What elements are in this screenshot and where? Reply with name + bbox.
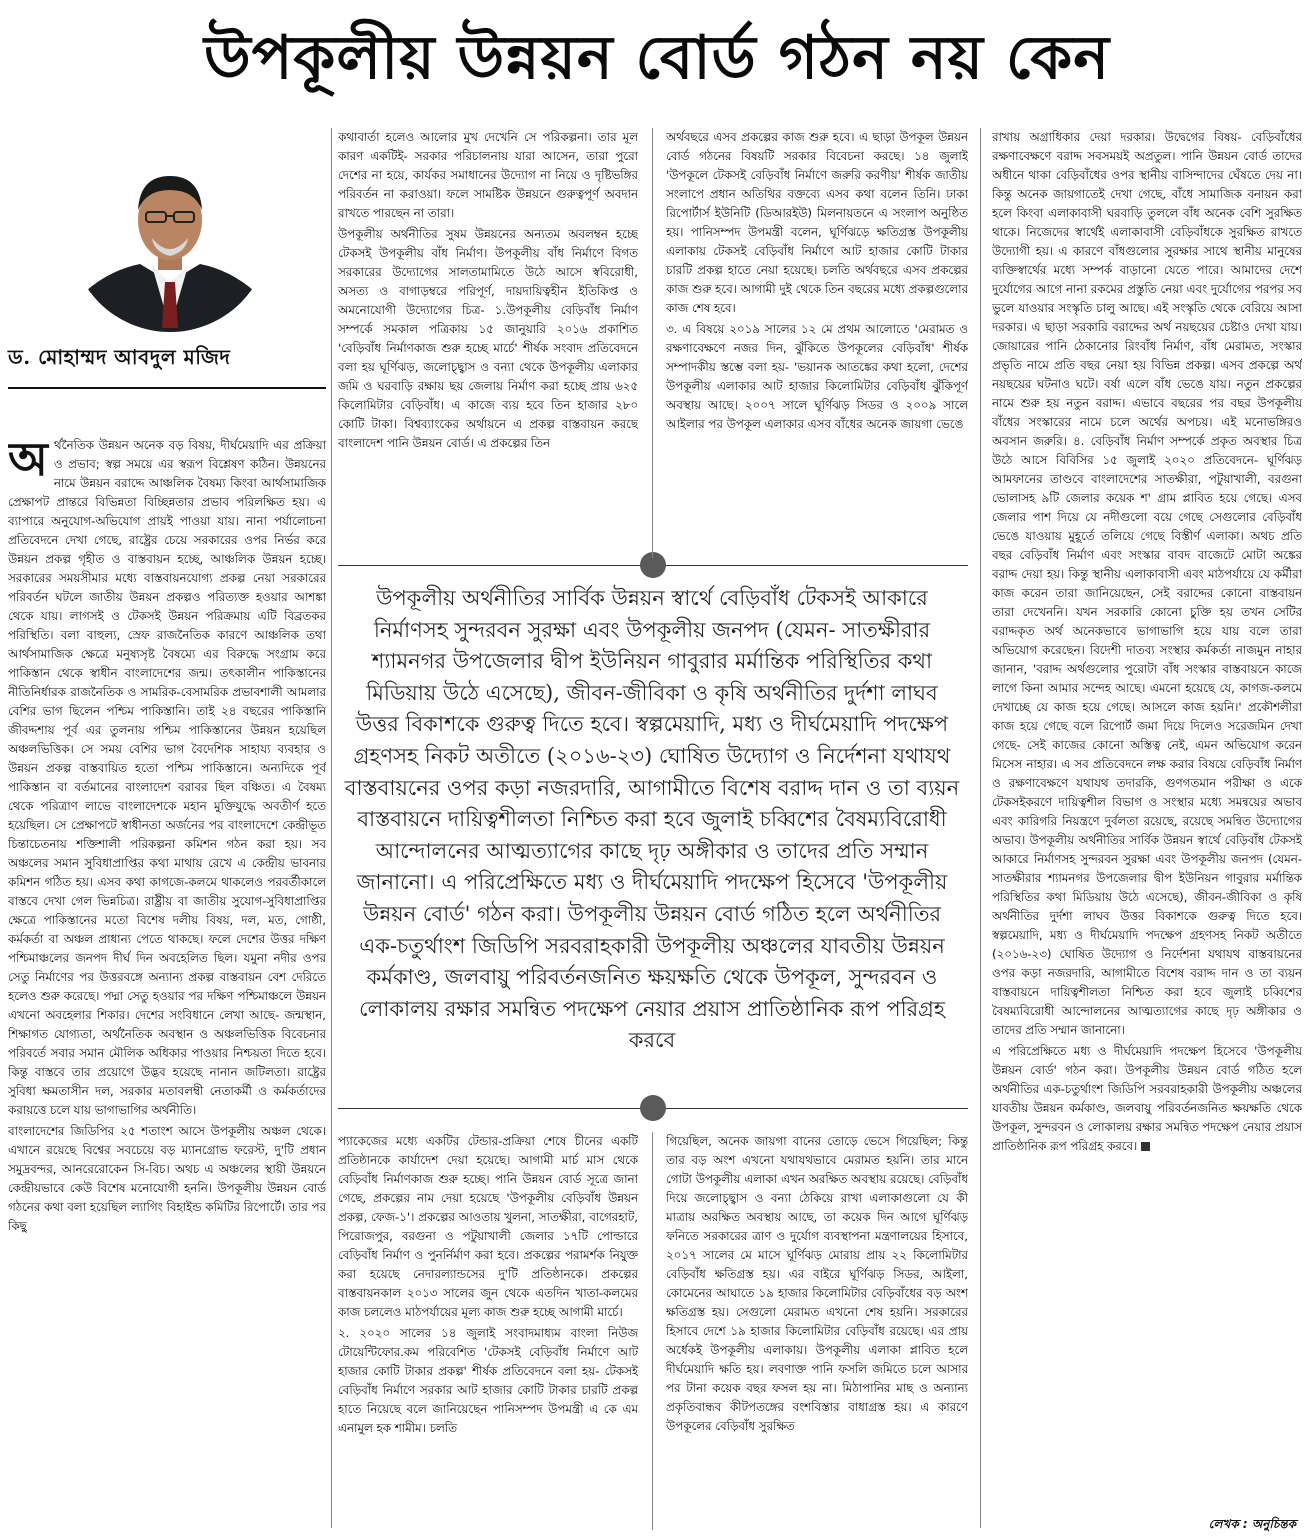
col2b-paragraph-2: ২. ২০২০ সালের ১৪ জুলাই সংবাদমাধ্যম বাংলা নিউজ টোয়েন্টিফোর.কম পরিবেশিত 'টেকসই বেড়িবাঁধ নির্মাণে আট হাজার কোটি টাকার প্রকল্প' শীর্ষক প্রতিবেদনে বলা হয়- টেকসই বেড়িবাঁধ নির্মাণে সরকার আট হাজার কোটি টাকার চারটি প্রকল্প হাতে নিয়েছে বলে জানিয়েছেন পানিসম্পদ উপমন্ত্রী এ কে এম এনামুল হক শামীম। চলতি [338, 1326, 638, 1435]
col2b-paragraph-1: প্যাকেজের মধ্যে একটির টেন্ডার-প্রক্রিয়া শেষে চীনের একটি প্রতিষ্ঠানকে কার্যাদেশ দেয়া হয়েছে। আগামী মার্চ মাস থেকে বেড়িবাঁধ নির্মাণকাজ শুরু হচ্ছে। পানি উন্নয়ন বোর্ড সূত্রে জানা গেছে, প্রকল্পের নাম দেয়া হয়েছে 'উপকূলীয় বেড়িবাঁধ উন্নয়ন প্রকল্প, ফেজ-১'। প্রকল্পের আওতায় খুলনা, সাতক্ষীরা, বাগেরহাট, পিরোজপুর, বরগুনা ও পটুয়াখালী জেলার ১৭টি পোল্ডারে বেড়িবাঁধ নির্মাণ ও পুনর্নির্মাণ করা হবে। প্রকল্পের পরামর্শক নিযুক্ত করা হয়েছে নেদারল্যান্ডসের দু'টি প্রতিষ্ঠানকে। প্রকল্পের বাস্তবায়নকাল ২০১৩ সালের জুন থেকে এতদিন খাতা-কলমের কাজ চললেও মাঠপর্যায়ের মূল্য কাজ শুরু হচ্ছে আগামী মার্চে। [338, 1134, 638, 1319]
col2-paragraph-2: উপকূলীয় অর্থনীতির সুষম উন্নয়নের অন্যতম অবলম্বন হচ্ছে টেকসই উপকূলীয় বাঁধ নির্মাণ। উপকূলীয় বাঁধ নির্মাণে বিগত সরকারের উদ্যোগের সালতামামিতে উঠে আসে স্ববিরোধী, অসত্য ও বাগাড়ম্বরে পরিপূর্ণ, দায়দায়িত্বহীন ইতিকিপ্ত ও অমনোযোগী উদ্যোগের চিত্র- ১.উপকূলীয় বেড়িবাঁধ নির্মাণ সম্পর্কে সমকাল পত্রিকায় ১৫ জানুয়ারি ২০১৬ প্রকাশিত 'বেড়িবাঁধ নির্মাণকাজ শুরু হচ্ছে মার্চে' শীর্ষক সংবাদ প্রতিবেদনে বলা হয় ঘূর্ণিঝড়, জলোচ্ছ্বাস ও বন্যা থেকে উপকূলীয় এলাকার জমি ও ঘরবাড়ি রক্ষায় ছয় জেলায় নির্মাণ করা হচ্ছে প্রায় ৬২৫ কিলোমিটার বেড়িবাঁধ। এ কাজে ব্যয় হবে তিন হাজার ২৮০ কোটি টাকা। বিশ্বব্যাংকের অর্থায়নে এ প্রকল্প বাস্তবায়ন করছে বাংলাদেশ পানি উন্নয়ন বোর্ড। এ প্রকল্পের তিন [338, 227, 638, 450]
col3-paragraph-1: অর্থবছরে এসব প্রকল্পের কাজ শুরু হবে। এ ছাড়া উপকূল উন্নয়ন বোর্ড গঠনের বিষয়টি সরকার বিবেচনা করছে। ১৪ জুলাই 'উপকূলে টেকসই বেড়িবাঁধ নির্মাণে জরুরি করণীয়' শীর্ষক জাতীয় সংলাপে প্রধান অতিথির বক্তব্যে এসব কথা বলেন তিনি। ঢাকা রিপোর্টার্স ইউনিটি (ডিআরইউ) মিলনায়তনে এ সংলাপ অনুষ্ঠিত হয়। পানিসম্পদ উপমন্ত্রী বলেন, ঘূর্ণিঝড়ে ক্ষতিগ্রস্ত উপকূলীয় এলাকায় টেকসই বেড়িবাঁধ নির্মাণে আট হাজার কোটি টাকার চারটি প্রকল্প হাতে নেয়া হয়েছে। চলতি অর্থবছরে এসব প্রকল্পের কাজ শুরু হবে। আগামী দুই থেকে তিন বছরের মধ্যে প্রকল্পগুলোর কাজ শেষ হবে। [666, 130, 968, 315]
col4-paragraph-2-text: এ পরিপ্রেক্ষিতে মধ্য ও দীর্ঘমেয়াদি পদক্ষেপ হিসেবে 'উপকূলীয় উন্নয়ন বোর্ড' গঠন করা। উপকূলীয় উন্নয়ন বোর্ড গঠিত হলে অর্থনীতির এক-চতুর্থাংশ জিডিপি সরবরাহকারী উপকূলীয় অঞ্চলের যাবতীয় উন্নয়ন কর্মকাণ্ড, জলবায়ু পরিবর্তনজনিত ক্ষয়ক্ষতি থেকে উপকূল, সুন্দরবন ও লোকালয় রক্ষার সমন্বিত পদক্ষেপ নেয়ার প্রয়াস প্রাতিষ্ঠানিক রূপ পরিগ্রহ করবে। [992, 1044, 1302, 1153]
end-mark-icon [1141, 1142, 1150, 1151]
col4-paragraph-1: রাখায় অগ্রাধিকার দেয়া দরকার। উদ্বেগের বিষয়- বেড়িবাঁধের রক্ষণাবেক্ষণে বরাদ্দ সবসময়ই অপ্রতুল। পানি উন্নয়ন বোর্ড তাদের অধীনে থাকা বেড়িবাঁধের ওপর স্থানীয় বাসিন্দাদের ঘেঁষতে দেয় না। কিন্তু অনেক জায়গাতেই দেখা গেছে, বাঁধে সামাজিক বনায়ন করা হলে কিংবা এলাকাবাসী ঘরবাড়ি তুললে বাঁধ অনেক বেশি সুরক্ষিত থাকে। নিজেদের স্বার্থেই এলাকাবাসী বেড়িবাঁধকে সুরক্ষিত রাখতে উদ্যোগী হয়। এ কারণে বাঁধগুলোর সুরক্ষার সাথে স্থানীয় মানুষের ব্যক্তিস্বার্থের মধ্যে সম্পর্ক বাড়ানো যেতে পারে। আমাদের দেশে দুর্যোগের আগে নানা রকমের প্রস্তুতি নেয়া এবং দুর্যোগের পরপর সব ভুলে যাওয়ার সংস্কৃতি চালু আছে। এই সংস্কৃতি থেকে বেরিয়ে আসা দরকার। এ ছাড়া সরকারি বরাদ্দের অর্থ নয়ছয়ের চেষ্টাও দেখা যায়। জোয়ারের পানি ঠেকানোর রিংবাঁধ নির্মাণ, বাঁধ মেরামত, সংস্কার প্রভৃতি নামে প্রতি বছর নেয়া হয় বিভিন্ন প্রকল্প। এসব প্রকল্পে অর্থ নয়ছয়ের ঘটনাও ঘটে। বর্ষা এলে বাঁধ ভেঙে যায়। নতুন প্রকল্পের নামে শুরু হয় নতুন বরাদ্দ। এভাবে বছরের পর বছর উপকূলীয় বাঁধের সংস্কারের নামে চলে অর্থের অপচয়। এই মনোভঙ্গিরও অবসান জরুরি। ৪. বেড়িবাঁধ নির্মাণ সম্পর্কে প্রকৃত অবস্থার চিত্র উঠে আসে বিবিসির ১৫ জুলাই ২০২০ প্রতিবেদনে- ঘূর্ণিঝড় আমফানের তাণ্ডবে বাংলাদেশের সাতক্ষীরা, পটুয়াখালী, বরগুনা ভোলাসহ ৯টি জেলার কয়েক শ' গ্রাম প্লাবিত হয়ে গেছে। এসব জেলার পাশ দিয়ে যে নদীগুলো বয়ে গেছে সেগুলোর বেড়িবাঁধ ভেঙে যাওয়ায় মুহূর্তে তলিয়ে গেছে বিস্তীর্ণ এলাকা। অথচ প্রতি বছর বেড়িবাঁধ নির্মাণ এবং সংস্কার বাবদ বাজেটে মোটা অঙ্কের বরাদ্দ দেয়া হয়। কিন্তু স্থানীয় এলাকাবাসী এবং মাঠপর্যায়ে যে কর্মীরা কাজ করেন তারা জানিয়েছেন, সেই বরাদ্দের কোনো বাস্তবায়ন তারা দেখেননি। যখন সরকারি কোনো চুক্তি হয় তখন সেটির বরাদ্দকৃত অর্থ অনেকভাবে ভাগাভাগি হয়ে যায় বলে তারা অভিযোগ করেছেন। বিদেশী দাতব্য সংস্থার কর্মকর্তা নাজমুন নাহার জানান, 'বরাদ্দ অর্থগুলোর পুরোটা বাঁধ সংস্কার বাস্তবায়নে কাজে লাগে কিনা আমার সন্দেহ আছে। এমনো হয়েছে যে, কাগজ-কলমে দেখাচ্ছে যে কাজ হয়ে গেছে। আসলে কাজ হয়নি।' প্রকৌশলীরা কাজ হয়ে গেছে বলে রিপোর্ট জমা দিয়ে দিলেও সরেজমিন দেখা গেছে- সেই কাজের কোনো অস্তিত্ব নেই, এমন অভিযোগ করেন মিসেস নাহার। এ সব প্রতিবেদনে লক্ষ করার বিষয়ে বেড়িবাঁধ নির্মাণ ও রক্ষণাবেক্ষণে যথাযথ তদারকি, গুণগতমান পরীক্ষা ও একে টেকসইকরণে দায়িত্বশীল বিভাগ ও সংস্থার মধ্যে সমন্বয়ের অভাব এবং কারিগরি নিয়ন্ত্রণে দুর্বলতা রয়েছে, রয়েছে সমন্বিত উদ্যোগের অভাব। উপকূলীয় অর্থনীতির সার্বিক উন্নয়ন স্বার্থে বেড়িবাঁধ টেকসই আকারে নির্মাণসহ সুন্দরবন সুরক্ষা এবং উপকূলীয় জনপদ (যেমন- সাতক্ষীরার শ্যামনগর উপজেলার দ্বীপ ইউনিয়ন গাবুরার মর্মান্তিক পরিস্থিতির কথা মিডিয়ায় উঠে এসেছে), জীবন-জীবিকা ও কৃষি অর্থনীতির দুর্দশা লাঘব উত্তর বিকাশকে গুরুত্ব দিতে হবে। স্বল্পমেয়াদি, মধ্য ও দীর্ঘমেয়াদি পদক্ষেপ গ্রহণসহ নিকট অতীতে (২০১৬-২৩) ঘোষিত উদ্যোগ ও নির্দেশনা যথাযথ বাস্তবায়নের ওপর কড়া নজরদারি, আগামীতে বিশেষ বরাদ্দ দান ও তা ব্যয়ন বাস্তবায়নে দায়িত্বশীলতা নিশ্চিত করা হবে জুলাই চব্বিশের বৈষম্যবিরোধী আন্দোলনের আত্মত্যাগের কাছে দৃঢ় অঙ্গীকার ও তাদের প্রতি সম্মান জানানো। [992, 130, 1302, 1037]
author-divider [8, 387, 326, 389]
col3b-paragraph-1: গিয়েছিল, অনেক জায়গা বানের তোড়ে ভেসে গিয়েছিল; কিন্তু তার বড় অংশ এখনো যথাযথভাবে মেরামত হয়নি। তার মানে গোটা উপকূলীয় এলাকা এখন অরক্ষিত অবস্থায় রয়েছে। বেড়িবাঁধ দিয়ে জলোচ্ছ্বাস ও বন্যা ঠেকিয়ে রাখা এলাকাগুলো যে কী মাত্রায় অরক্ষিত অবস্থায় আছে, তা কয়েক দিন আগে ঘূর্ণিঝড় ফনিতে সরকারের ত্রাণ ও দুর্যোগ ব্যবস্থাপনা মন্ত্রণালয়ের হিসাবে, ২০১৭ সালের মে মাসে ঘূর্ণিঝড় মোরায় প্রায় ২২ কিলোমিটার বেড়িবাঁধ ক্ষতিগ্রস্ত হয়। এর বাইরে ঘূর্ণিঝড় সিডর, আইলা, কোমেনের আঘাতে ১৯ হাজার কিলোমিটার বেড়িবাঁধের বড় অংশ ক্ষতিগ্রস্ত হয়। সেগুলো মেরামত এখনো শেষ হয়নি। সরকারের হিসাবে দেশে ১৯ হাজার কিলোমিটার বেড়িবাঁধ রয়েছে। এর প্রায় অর্ধেকই উপকূলীয় এলাকায়। উপকূলীয় এলাকা প্লাবিত হলে দীর্ঘমেয়াদি ক্ষতি হয়। লবণাক্ত পানি ফসলি জমিতে চলে আসার পর টানা কয়েক বছর ফসল হয় না। মিঠাপানির মাছ ও অন্যান্য প্রকৃতিবান্ধব কীটপতঙ্গের বংশবিস্তার বাধাগ্রস্ত হয়। এ কারণে উপকূলের বেড়িবাঁধ সুরক্ষিত [666, 1134, 968, 1433]
author-photo [70, 132, 270, 332]
article-headline: উপকূলীয় উন্নয়ন বোর্ড গঠন নয় কেন [203, 23, 1111, 93]
col2-paragraph-1: কথাবার্তা হলেও আলোর মুখ দেখেনি সে পরিকল্পনা। তার মূল কারণ একটিই- সরকার পরিচালনায় যারা আসেন, তারা পুরো দেশের না হয়ে, কার্যকর সমাধানের উদ্যোগ না নিয়ে ও দৃষ্টিভঙ্গির পরিবর্তন না করাওয়া। ফলে সামষ্টিক উন্নয়নে গুরুত্বপূর্ণ অবদান রাখতে পারছেন না তারা। [338, 130, 638, 220]
drop-cap: অ [8, 436, 48, 486]
column-rule-3 [652, 1132, 653, 1530]
article-column-4 [992, 128, 1302, 1510]
col1-paragraph-1-text: র্থনৈতিক উন্নয়ন অনেক বড় বিষয়, দীর্ঘমেয়াদি এর প্রক্রিয়া ও প্রভাব; স্বল্প সময়ে এর স্বরূপ বিশ্লেষণ কঠিন। উন্নয়নের নামে উন্নয়ন বরাদ্দে আঞ্চলিক বৈষম্য কিংবা আর্থসামাজিক প্রেক্ষাপট প্রান্তরে বিভিন্নতা বিচ্ছিন্নতার প্রভাব পরিলক্ষিত হয়। এ ব্যাপারে অনুযোগ-অভিযোগ প্রায়ই পাওয়া যায়। নানা পর্যালোচনা প্রতিবেদনে দেখা গেছে, রাষ্ট্রের চেয়ে সরকারের ওপর নির্ভর করে উন্নয়ন প্রকল্প গৃহীত ও বাস্তবায়ন হচ্ছে, আঞ্চলিক উন্নয়ন হচ্ছে। সরকারের সময়সীমার মধ্যে বাস্তবায়নযোগ্য প্রকল্প নেয়া সরকারের পরিবর্তন ঘটলে জাতীয় উন্নয়ন প্রকল্পও পরিত্যক্ত হওয়ার আশঙ্কা থেকে যায়। লাগসই ও টেকসই উন্নয়ন পরিক্রমায় এটি বিব্রতকর পরিস্থিতি। বলা বাহুল্য, স্রেফ রাজনৈতিক কারণে আঞ্চলিক তথা আর্থসামাজিক ক্ষেত্রে মনুষ্যসৃষ্ট বৈষম্যে এর বিরুদ্ধে সংগ্রাম করে পাকিস্তান থেকে স্বাধীন বাংলাদেশের জন্ম। তৎকালীন পাকিস্তানের নীতিনির্ধারক রাজনৈতিক ও সামরিক-বেসামরিক প্রভাবশালী আমলার বেশির ভাগ ছিলেন পশ্চিম পাকিস্তানি। তাই ২৪ বছরের পাকিস্তানি জীবদ্দশায় পূর্ব এর তুলনায় পশ্চিম পাকিস্তানের উন্নয়ন হয়েছিল অঞ্চলভিত্তিক। সে সময় বেশির ভাগ বৈদেশিক সাহায্য ব্যবহার ও উন্নয়ন প্রকল্প বাস্তবায়িত হতো পশ্চিম পাকিস্তানে। অন্যদিকে পূর্ব পাকিস্তান বা বর্তমানের বাংলাদেশ বরাবর ছিল বঞ্চিত। এ বৈষম্য থেকে পরিত্রাণ লাভে বাংলাদেশকে মহান মুক্তিযুদ্ধে অবতীর্ণ হতে হয়েছিল। সে প্রেক্ষাপটে স্বাধীনতা অর্জনের পর বাংলাদেশে কেন্দ্রীভূত চিন্তাচেতনায় শক্তিশালী পরিকল্পনা কমিশন গঠন করা হয়। সব অঞ্চলের সমান সুবিধাপ্রাপ্তির কথা মাথায় রেখে এ কেন্দ্রীয় ভাবনার কমিশন গঠিত হয়। এসব কথা কাগজে-কলমে থাকলেও পরবর্তীকালে বাস্তবে দেখা গেল ভিন্নচিত্র। রাষ্ট্রীয় বা জাতীয় সুযোগ-সুবিধাপ্রাপ্তির ক্ষেত্রে পাকিস্তানের মতো বিশেষ দলীয় বিষয়, দল, মত, গোষ্ঠী, কর্মকর্তা বা অঞ্চল প্রাধান্য পেতে থাকছে। ফলে দেশের উত্তর দক্ষিণ পশ্চিমাঞ্চলের জনপদ দীর্ঘ দিন অবহেলিত ছিল। যমুনা নদীর ওপর সেতু নির্মাণের পর উত্তরবঙ্গে অন্যান্য প্রকল্প বাস্তবায়ন বেশ দেরিতে হলেও শুরু করেছে। পদ্মা সেতু হওয়ার পর দক্ষিণ পশ্চিমাঞ্চলে উন্নয়ন এখনো অবহেলার শিকার। দেশের সংবিধানে লেখা আছে- জন্মস্থান, শিক্ষাগত যোগ্যতা, অর্থনৈতিক অবস্থান ও অঞ্চলভিত্তিক বিবেচনার পরিবর্তে সবার সমান মৌলিক অধিকার পাওয়ার নিশ্চয়তা দিতে হবে। কিন্তু বাস্তবে তার প্রয়োগে উদ্ভব হয়েছে নানান জটিলতা। রাষ্ট্রের সুবিধা ক্ষমতাসীন দল, সরকার মতাবলম্বী নেতাকর্মী ও কর্মকর্তাদের করায়ত্তে চলে যায় ভাগাভাগির অর্থনীতি। [8, 438, 326, 1117]
article-column-2-top [338, 128, 638, 538]
column-rule-2 [652, 128, 653, 558]
col1-paragraph-2: বাংলাদেশের জিডিপির ২৫ শতাংশ আসে উপকূলীয় অঞ্চল থেকে। এখানে রয়েছে বিশ্বের সবচেয়ে বড় ম্যানগ্রোভ ফরেস্ট, দু'টি প্রধান সমুদ্রবন্দর, আনরেরোকেন সি-বিচ। অথচ এ অঞ্চলের স্থায়ী উন্নয়নে কেন্দ্রীয়ভাবে কেউ বিশেষ মনোযোগী হননি। উপকূলীয় উন্নয়ন বোর্ড গঠনের কথা বলা হয়েছিল ল্যাগিং বিহাইন্ড কমিটির রিপোর্টে। তার পর কিছু [8, 1124, 326, 1233]
author-footer-credit: লেখক : অনুচিন্তক [1208, 1517, 1296, 1531]
article-column-3-top [666, 128, 968, 558]
column-rule-4 [980, 128, 981, 1528]
author-portrait-image [70, 132, 270, 332]
pullquote: উপকূলীয় অর্থনীতির সার্বিক উন্নয়ন স্বার্থে বেড়িবাঁধ টেকসই আকারে নির্মাণসহ সুন্দরবন সুরক্ষা এবং উপকূলীয় জনপদ (যেমন- সাতক্ষীরার শ্যামনগর উপজেলার দ্বীপ ইউনিয়ন গাবুরার মর্মান্তিক পরিস্থিতির কথা মিডিয়ায় উঠে এসেছে), জীবন-জীবিকা ও কৃষি অর্থনীতির দুর্দশা লাঘব উত্তর বিকাশকে গুরুত্ব দিতে হবে। স্বল্পমেয়াদি, মধ্য ও দীর্ঘমেয়াদি পদক্ষেপ গ্রহণসহ নিকট অতীতে (২০১৬-২৩) ঘোষিত উদ্যোগ ও নির্দেশনা যথাযথ বাস্তবায়নের ওপর কড়া নজরদারি, আগামীতে বিশেষ বরাদ্দ দান ও তা ব্যয়ন বাস্তবায়নে দায়িত্বশীলতা নিশ্চিত করা হবে জুলাই চব্বিশের বৈষম্যবিরোধী আন্দোলনের আত্মত্যাগের কাছে দৃঢ় অঙ্গীকার ও তাদের প্রতি সম্মান জানানো। এ পরিপ্রেক্ষিতে মধ্য ও দীর্ঘমেয়াদি পদক্ষেপ হিসেবে 'উপকূলীয় উন্নয়ন বোর্ড' গঠন করা। উপকূলীয় উন্নয়ন বোর্ড গঠিত হলে অর্থনীতির এক-চতুর্থাংশ জিডিপি সরবরাহকারী উপকূলীয় অঞ্চলের যাবতীয় উন্নয়ন কর্মকাণ্ড, জলবায়ু পরিবর্তনজনিত ক্ষয়ক্ষতি থেকে উপকূল, সুন্দরবন ও লোকালয় রক্ষার সমন্বিত পদক্ষেপ নেয়ার প্রয়াস প্রাতিষ্ঠানিক রূপ পরিগ্রহ করবে [344, 586, 960, 1053]
col4-paragraph-2 [992, 1042, 1302, 1156]
pullquote-bottom-dot [640, 1095, 666, 1121]
author-name: ড. মোহাম্মদ আবদুল মজিদ [8, 345, 231, 369]
col3-paragraph-2: ৩. এ বিষয়ে ২০১৯ সালের ১২ মে প্রথম আলোতে 'মেরামত ও রক্ষণাবেক্ষণে নজর দিন, ঝুঁকিতে উপকূলের বেড়িবাঁধ' শীর্ষক সম্পাদকীয় স্তম্ভে বলা হয়- 'ভয়ানক আতঙ্কের কথা হলো, দেশের উপকূলীয় এলাকার আট হাজার কিলোমিটার বেড়িবাঁধ ঝুঁকিপূর্ণ অবস্থায় আছে। ২০০৭ সালে ঘূর্ণিঝড় সিডর ও ২০০৯ সালে আইলার পর উপকূল এলাকার এসব বাঁধের অনেক জায়গা ভেঙে [666, 322, 968, 431]
pullquote-top-dot [640, 552, 666, 578]
article-column-1 [8, 436, 326, 1526]
col1-paragraph-1 [8, 436, 326, 1120]
column-rule-1 [331, 128, 332, 1528]
article-column-2-bottom [338, 1132, 638, 1530]
article-column-3-bottom [666, 1132, 968, 1530]
